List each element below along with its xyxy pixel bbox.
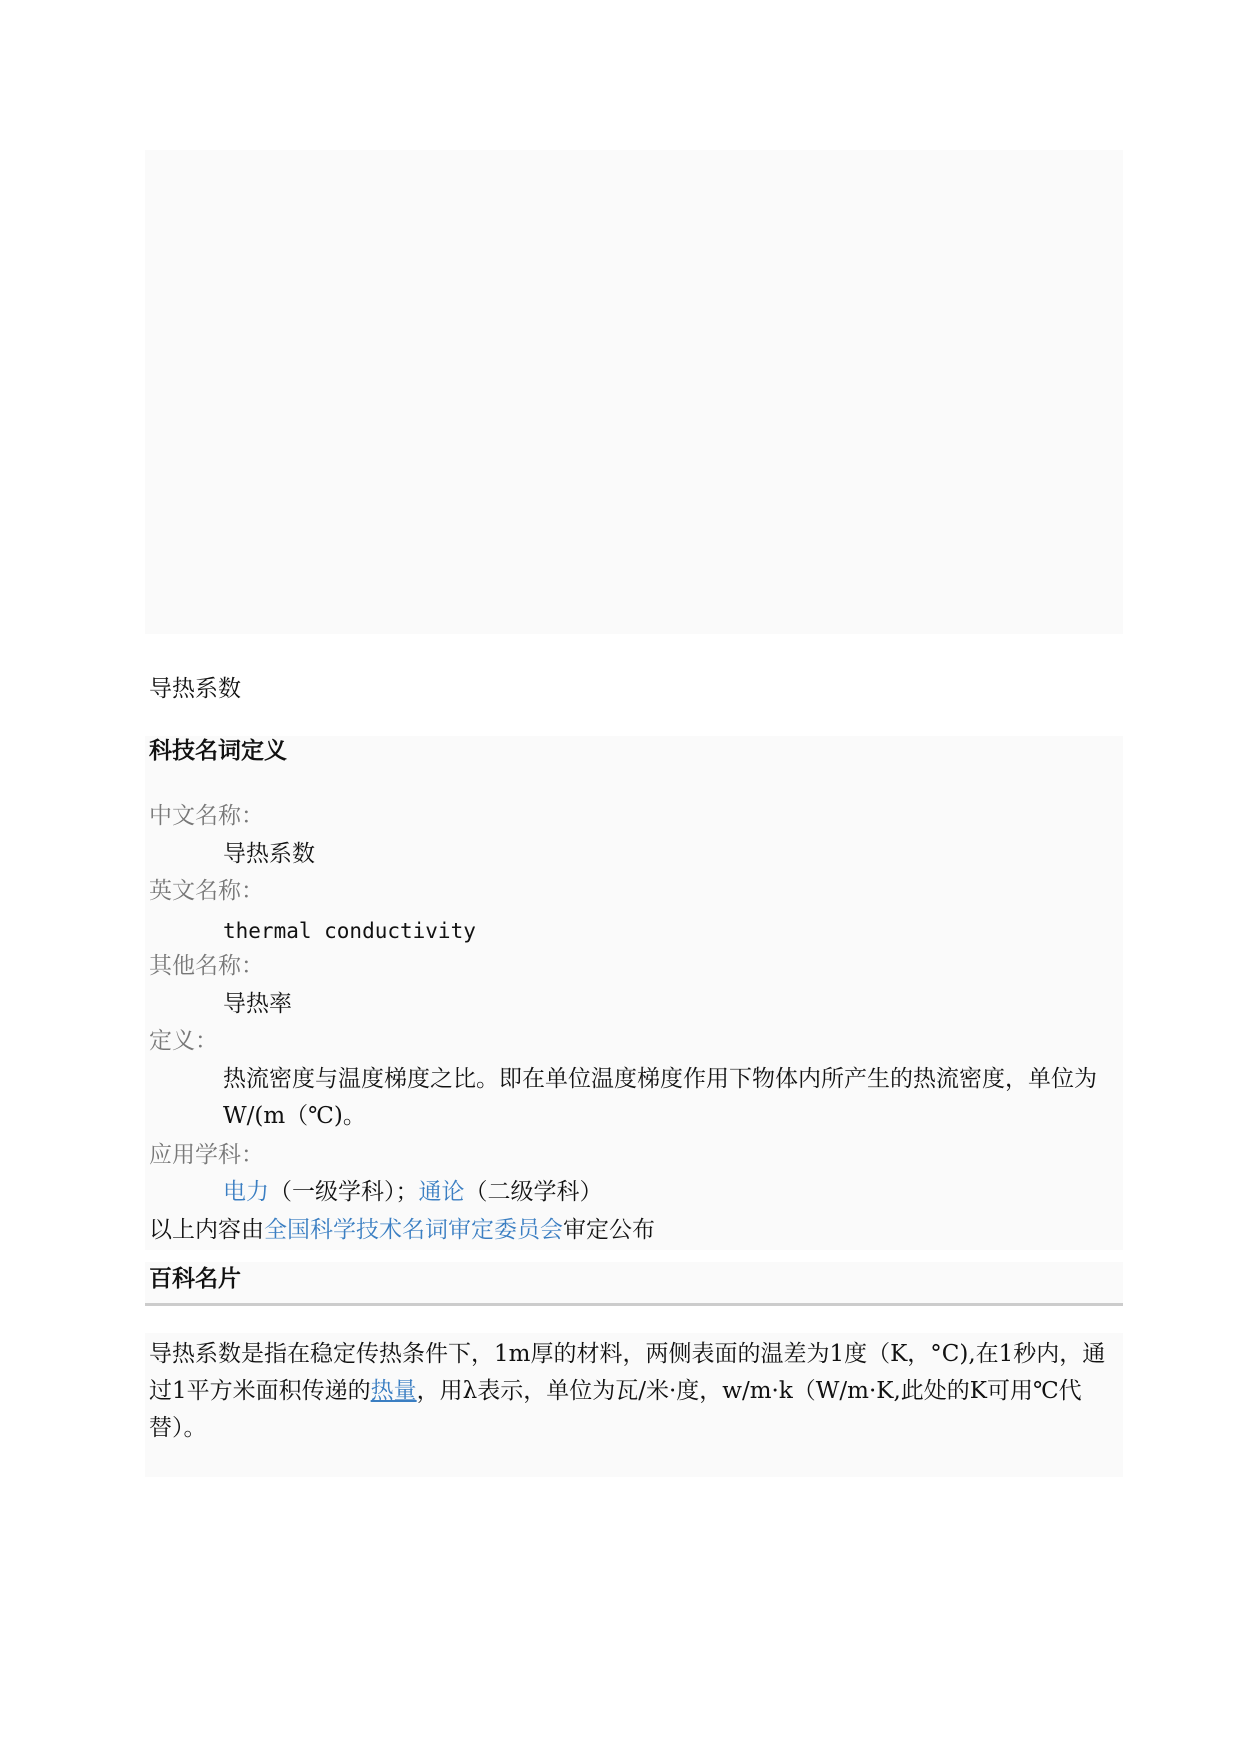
committee-link[interactable]: 全国科学技术名词审定委员会 <box>264 1217 563 1243</box>
card-text <box>149 1336 1115 1447</box>
discipline-link-general[interactable]: 通论 <box>418 1179 465 1205</box>
definition-heading: 科技名词定义 <box>149 737 287 764</box>
definition-text: 热流密度与温度梯度之比。即在单位温度梯度作用下物体内所产生的热流密度，单位为W/(m（℃)。 <box>223 1066 1097 1129</box>
image-placeholder <box>145 150 1123 634</box>
card-text-part1: 导热系数是指在稳定传热条件下，1m厚的材料，两侧表面的温差为1度（K，°C),在1秒内，通过1平方米面积传递的 <box>149 1341 1106 1404</box>
discipline-level-2: （二级学科） <box>464 1179 603 1205</box>
definition-label: 定义： <box>149 1028 218 1054</box>
source-line <box>149 1213 655 1247</box>
chinese-name-value: 导热系数 <box>223 841 315 867</box>
card-text-part2: ，用λ表示，单位为瓦/米·度，w/m·k（W/m·K,此处的K可用℃代替）。 <box>149 1378 1082 1441</box>
discipline-level-1: （一级学科）； <box>269 1179 419 1205</box>
heat-link[interactable]: 热量 <box>370 1378 417 1404</box>
page-title: 导热系数 <box>149 676 241 702</box>
discipline-label: 应用学科： <box>149 1142 264 1168</box>
other-name-label: 其他名称： <box>149 953 264 979</box>
english-name-label: 英文名称： <box>149 878 264 904</box>
english-name-value: thermal conductivity <box>223 919 476 943</box>
chinese-name-label: 中文名称： <box>149 803 264 829</box>
other-name-value: 导热率 <box>223 991 292 1017</box>
source-suffix: 审定公布 <box>563 1217 655 1243</box>
discipline-link-power[interactable]: 电力 <box>223 1179 269 1205</box>
card-header <box>145 1262 1123 1306</box>
card-heading: 百科名片 <box>149 1265 241 1292</box>
discipline-line <box>223 1175 603 1209</box>
source-prefix: 以上内容由 <box>149 1217 264 1243</box>
